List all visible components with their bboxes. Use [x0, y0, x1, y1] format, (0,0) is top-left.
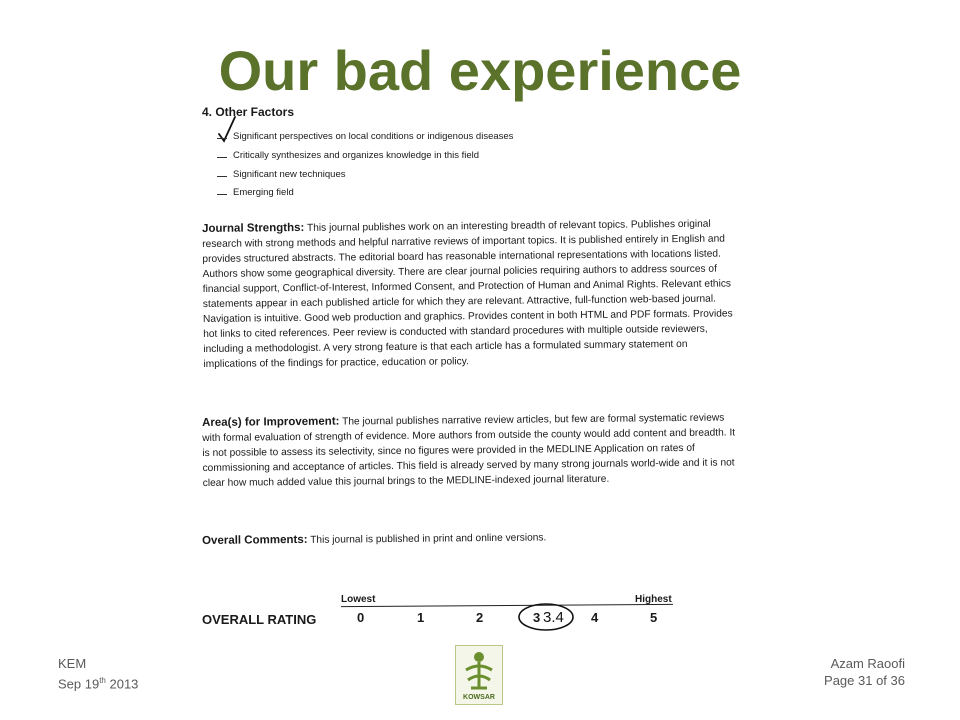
rating-number: 0: [357, 610, 365, 625]
factor-item: Significant new techniques: [217, 169, 346, 180]
rating-number: 5: [650, 610, 658, 625]
overall-comments-paragraph: [202, 528, 737, 549]
factor-item: Critically synthesizes and organizes knowledge in this field: [217, 150, 479, 161]
improvement-paragraph: [202, 410, 738, 491]
blank-line: [217, 157, 227, 158]
footer-left: [58, 655, 138, 692]
kowsar-logo-icon: [456, 648, 502, 692]
other-factors-heading: 4. Other Factors: [202, 105, 295, 119]
rating-scale-line: [341, 604, 673, 607]
kowsar-logo: [455, 645, 503, 705]
improvement-label: Area(s) for Improvement:: [202, 415, 340, 429]
rating-lowest-label: Lowest: [341, 594, 376, 605]
rating-number: 1: [417, 610, 425, 625]
blank-line: [217, 176, 227, 177]
handwritten-rating-circle-icon: [517, 602, 575, 632]
factor-item: Emerging field: [217, 187, 294, 198]
factor-item: Significant perspectives on local conditions or indigenous diseases: [217, 131, 513, 142]
journal-strengths-paragraph: [202, 216, 739, 372]
blank-line: [217, 194, 227, 195]
slide-title: Our bad experience: [218, 39, 742, 102]
handwritten-rating-value: 3.4: [543, 609, 564, 626]
footer-author: Azam Raoofi: [830, 656, 905, 671]
logo-label: KOWSAR: [463, 694, 495, 701]
blank-line: [217, 138, 227, 139]
overall-rating-label: OVERALL RATING: [202, 612, 317, 627]
footer-org: KEM: [58, 656, 87, 671]
scanned-review-form: [195, 100, 740, 635]
rating-number: 2: [476, 610, 484, 625]
footer-date: Sep 19th 2013: [58, 676, 139, 692]
improvement-text: The journal publishes narrative review articles, but few are formal systematic reviews with formal evaluation of strength of evidence. More authors from outside the county would add content and breadth. It is not possible to assess its selectivity, since no figures were provided in the MEDLINE Application on rates of commissioning and acceptance of articles. This field is already served by many strong journals world-wide and it is not clear how much added value this journal brings to the MEDLINE-indexed journal literature.: [202, 412, 736, 489]
overall-rating-scale: [195, 578, 740, 638]
journal-strengths-text: This journal publishes work on an interesting breadth of relevant topics. Publishes original research with strong methods and helpful narrative reviews of important topics. It is published entirely in English and provides structured abstracts. The editorial board has reasonable international representations with locations listed. Authors show some geographical diversity. There are clear journal policies requiring authors to address sources of financial support, Conflict-of-Interest, Informed Consent, and Protection of Human and Animal Rights. Relevant ethics statements appear in each published article for which they are relevant. Attractive, full-function web-based journal. Navigation is intuitive. Good web production and graphics. Provides content in both HTML and PDF formats. Provides hot links to cited references. Peer review is conducted with standard procedures with multiple outside reviewers, including a methodologist. A very strong feature is that each article has a formulated summary statement on implications of the findings for practice, education or policy.: [202, 218, 733, 370]
rating-number: 3: [533, 610, 541, 625]
journal-strengths-label: Journal Strengths:: [202, 221, 305, 235]
overall-comments-text: This journal is published in print and online versions.: [310, 532, 547, 546]
footer-page-number: Page 31 of 36: [824, 673, 905, 688]
footer-right: [824, 655, 905, 689]
overall-comments-label: Overall Comments:: [202, 533, 308, 547]
rating-highest-label: Highest: [635, 594, 672, 605]
rating-number: 4: [591, 610, 599, 625]
